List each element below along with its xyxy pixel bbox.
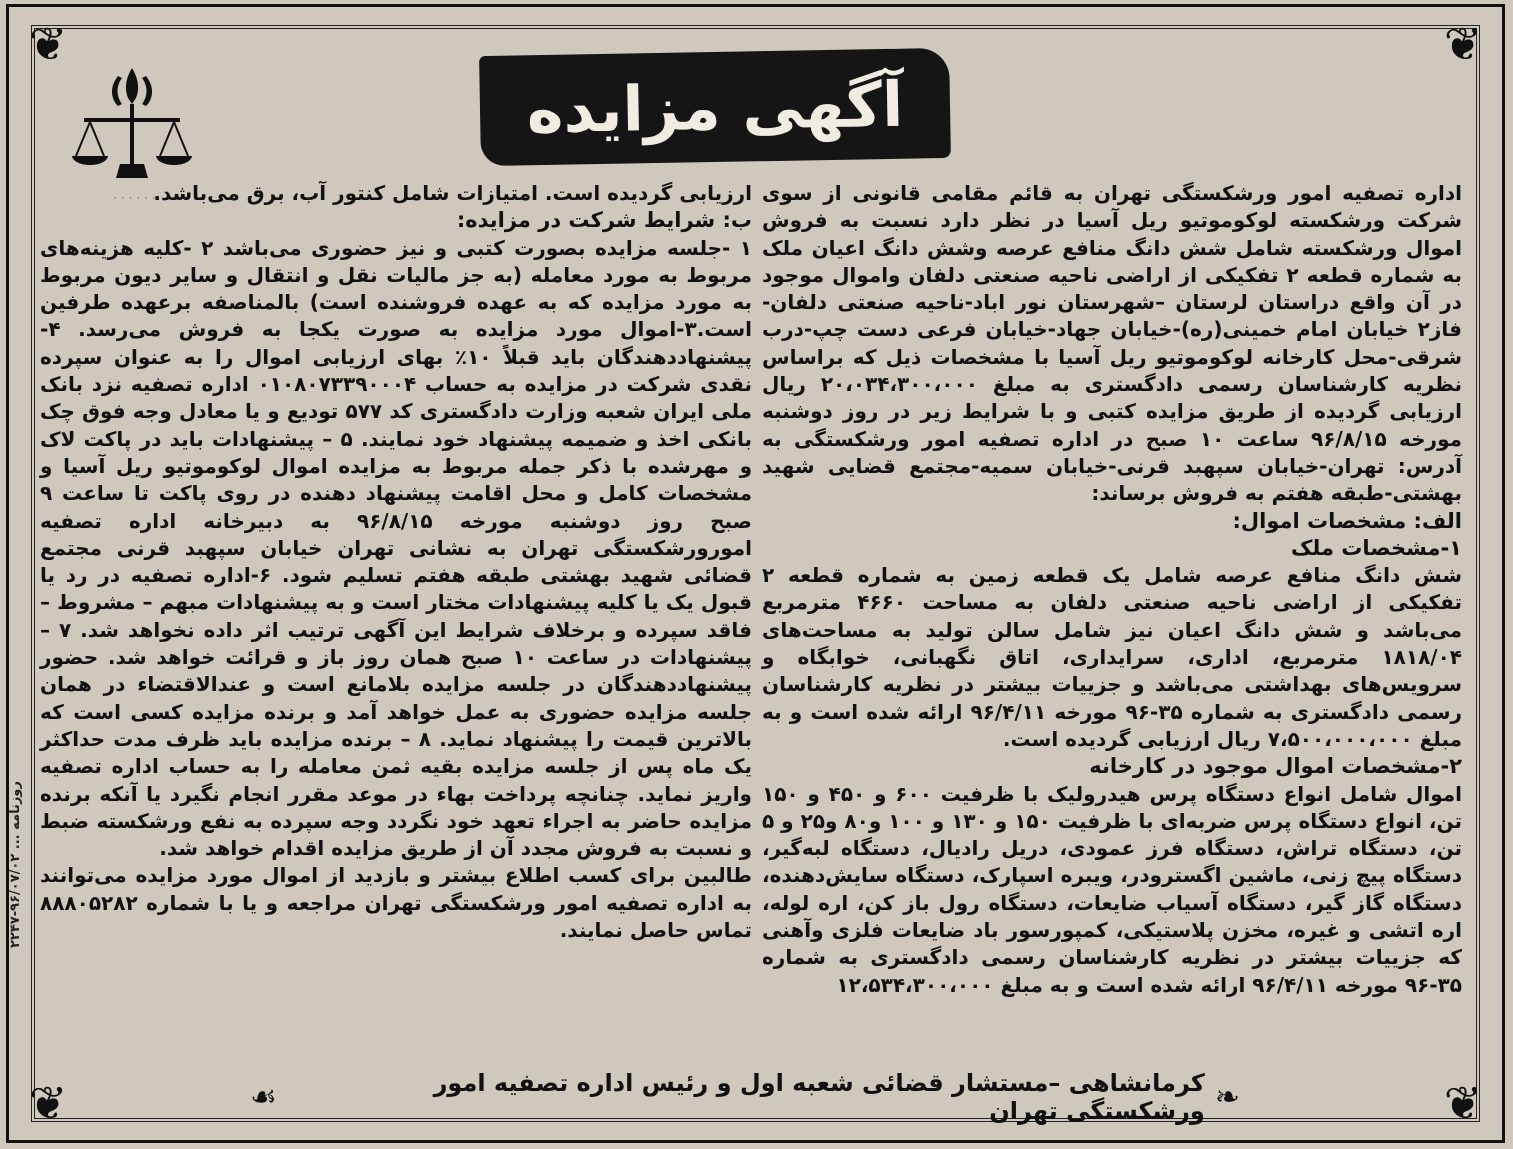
corner-ornament-icon: ❦ xyxy=(28,17,68,71)
item1-paragraph: شش دانگ منافع عرصه شامل یک قطعه زمین به شماره قطعه ۲ تفکیکی از اراضی ناحیه صنعتی دلفان به مساحت ۴۶۶۰ مترمربع می‌باشد و شش دانگ اعیان نیز شامل سالن تولید به مساحت‌های ۱۸۱۸/۰۴ مترمربع، اداری، سرایداری، اتاق نگهبانی، خوابگاه و سرویس‌های بهداشتی می‌باشد و جزییات بیشتر در نظریه کارشناسان رسمی دادگستری به شماره ۳۵-۹۶ مورخه ۹۶/۴/۱۱ ارائه شده است و به مبلغ ۷،۵۰۰،۰۰۰،۰۰۰ ریال ارزیابی گردیده است. xyxy=(762,563,1463,751)
signature-text: کرمانشاهی –مستشار قضائی شعبه اول و رئیس اداره تصفیه امور ورشکستگی تهران xyxy=(433,1069,1205,1125)
newspaper-side-caption: روزنامه ... ۹۶/۰۷/۰۲-۲۲۴۷ xyxy=(8,781,23,949)
corner-ornament-icon: ❦ xyxy=(1443,17,1483,71)
emblem-caption: · · · · · · xyxy=(113,194,157,204)
corner-ornament-icon: ❦ xyxy=(1443,1076,1483,1130)
footer-signature-bar xyxy=(240,1069,1250,1125)
section-b-heading: ب: شرایط شرکت در مزایده: xyxy=(456,208,752,233)
right-column xyxy=(762,180,1462,999)
item1-heading: ۱-مشخصات ملک xyxy=(1290,535,1462,560)
conditions-paragraph: ۱ -جلسه مزایده بصورت کتبی و نیز حضوری می‌باشد ۲ -کلیه هزینه‌های مربوط به مورد معامله (به جز مالیات نقل و انتقال و سایر دیون مربوط به مورد مزایده که به عهده فروشنده است) بالمناصفه برعهده طرفین است.۳-اموال مورد مزایده به صورت یکجا به فروش می‌رسد. ۴- پیشنهاددهندگان باید قبلاً ۱۰٪ بهای ارزیابی اموال را به عنوان سپرده نقدی شرکت در مزایده به حساب ۰۱۰۸۰۷۳۳۹۰۰۰۴ اداره تصفیه نزد بانک ملی ایران شعبه وزارت دادگستری کد ۵۷۷ توديع و يا معادل وجه فوق چک بانکی اخذ و ضمیمه پیشنهاد خود نمایند. ۵ – پیشنهادات باید در پاکت لاک و مهرشده با ذکر جمله مربوط به مزایده اموال لوکوموتیو ریل آسیا و مشخصات کامل و محل اقامت پیشنهاد دهنده در روی پاکت تا ساعت ۹ صبح روز دوشنبه مورخه ۹۶/۸/۱۵ به دبیرخانه اداره تصفیه امورورشکستگی تهران به نشانی تهران خیابان سپهبد قرنی مجتمع قضائی شهید بهشتی طبقه هفتم تسلیم شود. ۶-اداره تصفیه در رد یا قبول یک یا کلیه پیشنهادات مختار است و به پیشنهادات مبهم – مشروط – فاقد سپرده و برخلاف شرایط این آگهی ترتیب اثر داده نخواهد شد. ۷ – پیشنهادات در ساعت ۱۰ صبح همان روز باز و قرائت خواهد شد. حضور پیشنهاددهندگان در جلسه مزایده بلامانع است و عندالاقتضاء در همان جلسه مزایده حضوری به عمل خواهد آمد و برنده مزایده کسی است که بالاترین قیمت را پیشنهاد نماید. ۸ – برنده مزایده باید ظرف مدت حداکثر یک ماه پس از جلسه مزایده بقیه ثمن معامله را به حساب اداره تصفیه واریز نماید. چنانچه پرداخت بهاء در موعد مقرر انجام نگیرد یا آنکه برنده مزایده حاضر به اجراء تعهد خود نگردد وجه سپرده به نفع ورشکسته ضبط و نسبت به فروش مجدد آن از طریق مزایده اقدام خواهد شد. xyxy=(40,235,753,861)
section-a-heading: الف: مشخصات اموال: xyxy=(1232,508,1462,533)
continuation-paragraph: ارزیابی گردیده است. امتیازات شامل کنتور آب، برق می‌باشد. xyxy=(153,181,752,205)
closing-paragraph: طالبین برای کسب اطلاع بیشتر و بازدید از اموال مورد مزایده می‌توانند به اداره تصفیه امور ورشکستگی تهران مراجعه و یا با شماره ۸۸۸۰۵۲۸۲ تماس حاصل نمایند. xyxy=(40,863,752,943)
item2-heading: ۲-مشخصات اموال موجود در کارخانه xyxy=(1089,754,1462,779)
page-title: آگهی مزایده xyxy=(526,67,904,147)
title-banner xyxy=(479,48,951,166)
left-column xyxy=(40,180,752,944)
item2-paragraph: اموال شامل انواع دستگاه پرس هیدرولیک با ظرفیت ۶۰۰ و ۴۵۰ و ۱۵۰ تن، انواع دستگاه پرس ضربه‌ای با ظرفیت ۱۵۰ و ۱۳۰ و ۱۰۰ و۸۰ و۲۵ و ۵ تن، دستگاه تراش، دستگاه فرز عمودی، دریل رادیال، دستگاه لبه‌گیر، دستگاه پیچ زنی، ماشین اگسترودر، ویبره اسپارک، دستگاه سایش‌دهنده، دستگاه گاز گیر، دستگاه آسیاب ضایعات، دستگاه رول باز کن، اره لوله، اره اتشی و غیره، مخزن پلاستیکی، کمپورسور باد ضایعات فلزی وآهنی که جزییات بیشتر در نظریه کارشناسان رسمی دادگستری به شماره ۳۵-۹۶ مورخه ۹۶/۴/۱۱ ارائه شده است و به مبلغ ۱۲،۵۳۴،۳۰۰،۰۰۰ xyxy=(761,781,1463,997)
flourish-icon: ☙ xyxy=(250,1079,277,1115)
flourish-icon: ❧ xyxy=(1214,1079,1240,1115)
intro-paragraph: اداره تصفیه امور ورشکستگی تهران به قائم مقامی قانونی از سوی شرکت ورشکسته لوکوموتیو ریل آسیا در نظر دارد نسبت به فروش اموال ورشکسته شامل شش دانگ منافع عرصه وشش دانگ اعیان ملک به شماره قطعه ۲ تفکیکی از اراضی ناحیه صنعتی دلفان واموال موجود در آن واقع دراستان لرستان –شهرستان نور اباد-ناحیه صنعتی دلفان-فاز۲ خیابان امام خمینی(ره)-خیابان جهاد-خیابان فرعی دست چپ-درب شرقی-محل کارخانه لوکوموتیو ریل آسیا با مشخصات ذیل که براساس نظریه کارشناسان رسمی دادگستری به مبلغ ۲۰،۰۳۴،۳۰۰،۰۰۰ ریال ارزیابی گردیده از طریق مزایده کتبی و با شرایط زیر در روز دوشنبه مورخه ۹۶/۸/۱۵ ساعت ۱۰ صبح در اداره تصفیه امور ورشکستگی به آدرس: تهران-خیابان سپهبد قرنی-خیابان سمیه-مجتمع قضایی شهید بهشتی-طبقه هفتم به فروش برساند: xyxy=(762,181,1462,506)
corner-ornament-icon: ❦ xyxy=(28,1076,68,1130)
